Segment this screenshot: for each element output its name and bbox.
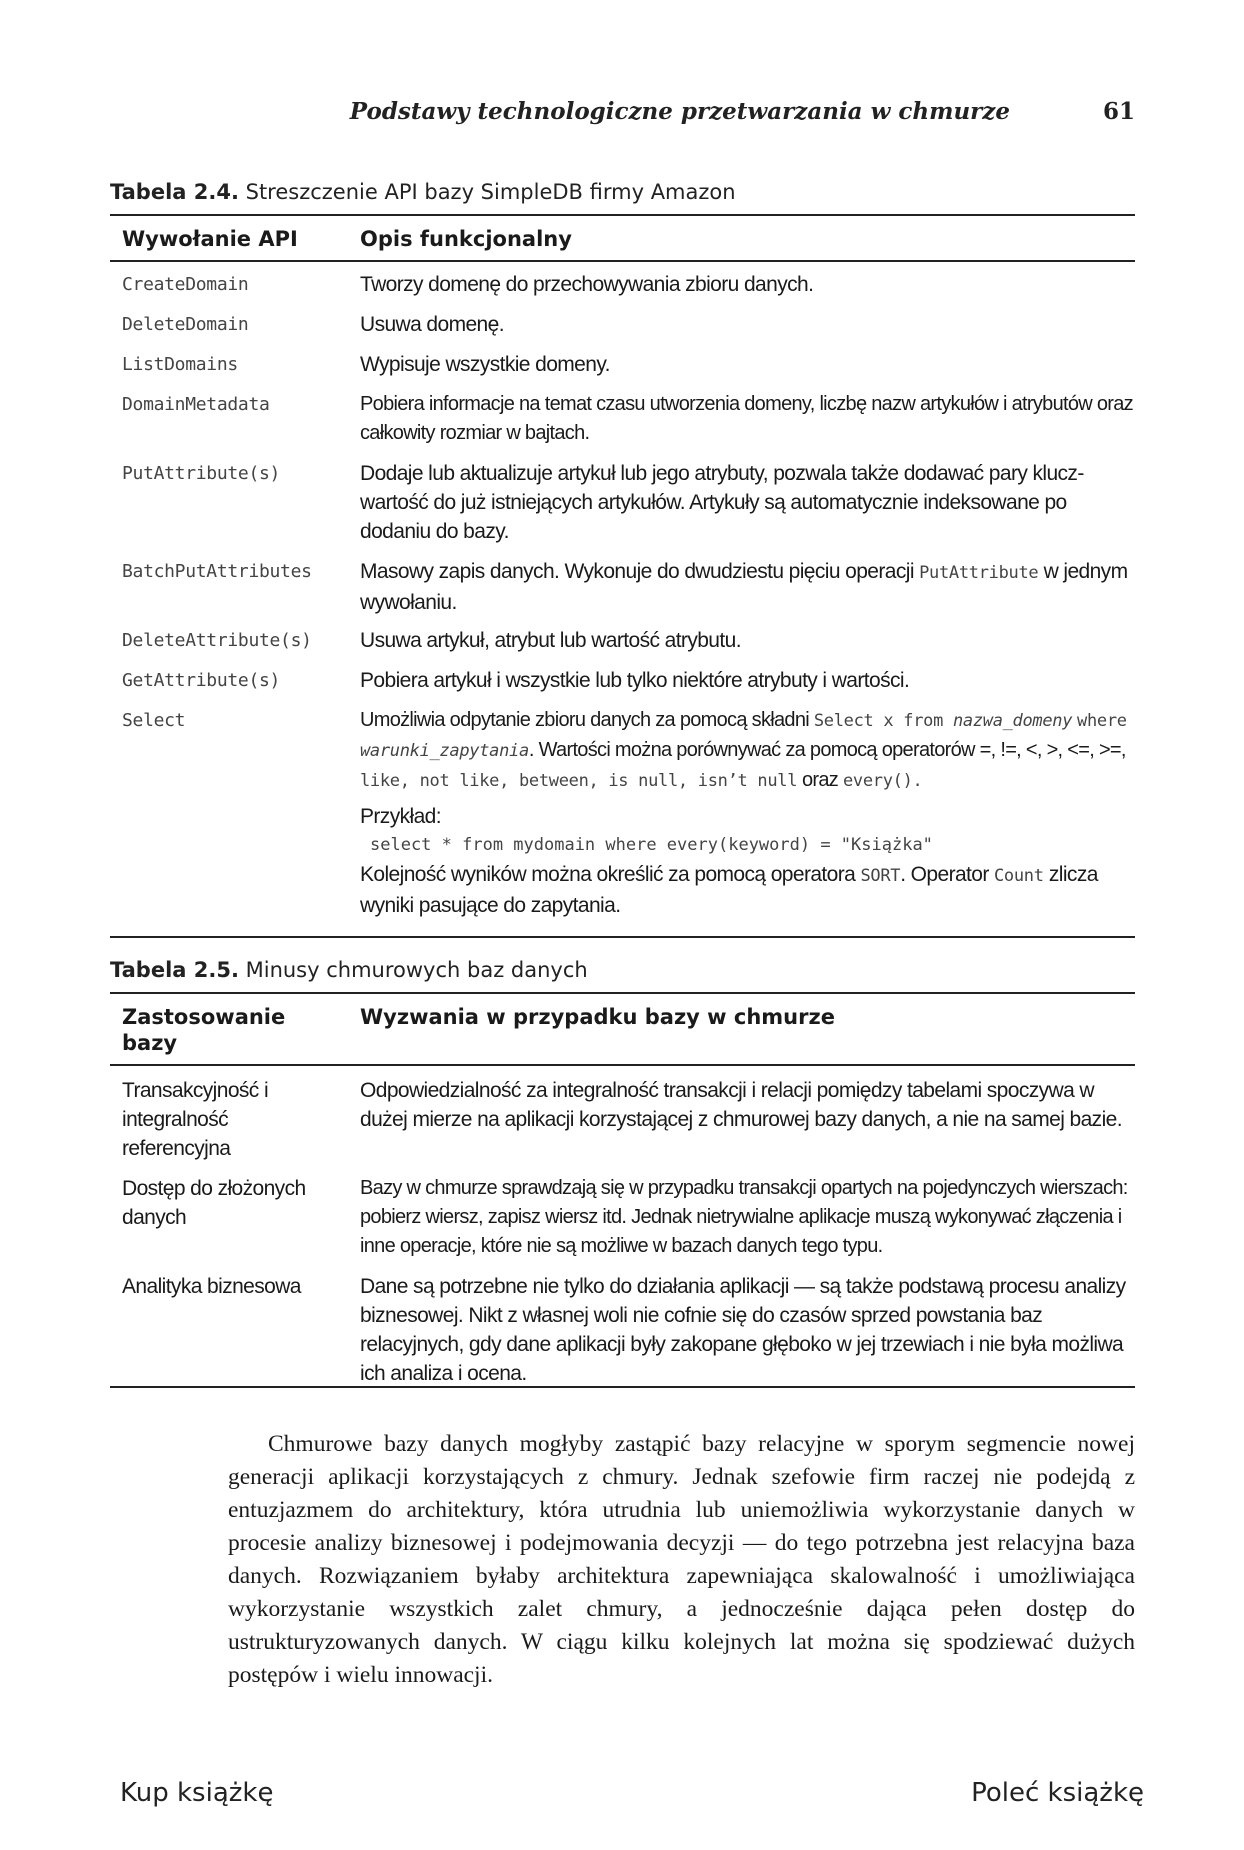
api-description: Usuwa artykuł, atrybut lub wartość atrybutu. — [360, 629, 741, 652]
api-description: Usuwa domenę. — [360, 313, 504, 336]
table-header — [110, 216, 1135, 262]
table-row — [110, 557, 1135, 626]
usage-name: Dostęp do złożonych danych — [122, 1177, 306, 1229]
api-name: ListDomains — [122, 354, 238, 375]
inline-code: where — [1077, 711, 1127, 731]
api-name: Select — [122, 710, 186, 731]
inline-code-italic: nazwa_domeny — [952, 711, 1073, 731]
table-row — [110, 706, 1135, 932]
api-description: Tworzy domenę do przechowywania zbioru danych. — [360, 273, 814, 296]
example-label: Przykład: — [360, 805, 441, 828]
sort-count-paragraph — [360, 860, 1135, 920]
table-2-4-caption — [110, 180, 736, 204]
operators-text: =, !=, <, >, <=, >=, — [979, 739, 1126, 761]
column-header-api: Wywołanie API — [122, 227, 298, 251]
api-description — [360, 557, 1135, 617]
desc-text: . Wartości można porównywać za pomocą operatorów — [528, 739, 980, 761]
recommend-book-link[interactable]: Poleć książkę — [971, 1778, 1144, 1808]
table-row — [110, 1174, 1135, 1272]
api-description: Pobiera informacje na temat czasu utworzenia domeny, liczbę nazw artykułów i atrybutów oraz całkowity rozmiar w bajtach. — [360, 393, 1133, 444]
desc-text: . Operator — [900, 863, 994, 886]
select-syntax-paragraph — [360, 706, 1135, 796]
challenge-description: Dane są potrzebne nie tylko do działania aplikacji — są także podstawą procesu analizy biznesowej. Nikt z własnej woli nie cofnie się do czasów sprzed powstania baz relacyjnych, gdy dane aplikacji były zakopane głęboko w jej trzewiach i nie była możliwa ich analiza i ocena. — [360, 1275, 1126, 1385]
usage-name: Transakcyjność i integralność referencyjna — [122, 1079, 269, 1160]
table-row — [110, 310, 1135, 350]
challenge-description: Odpowiedzialność za integralność transakcji i relacji pomiędzy tabelami spoczywa w dużej mierze na aplikacji korzystającej z chmurowej bazy danych, a nie na samej bazie. — [360, 1079, 1122, 1131]
table-row — [110, 1272, 1135, 1388]
api-name: GetAttribute(s) — [122, 670, 281, 691]
column-header-challenges: Wyzwania w przypadku bazy w chmurze — [360, 1005, 835, 1029]
desc-text: zlicza wyniki pasujące do zapytania. — [360, 863, 1098, 917]
inline-code: Count — [993, 866, 1044, 886]
api-name: DeleteDomain — [122, 314, 249, 335]
api-name: DomainMetadata — [122, 394, 270, 415]
caption-text: Streszczenie API bazy SimpleDB firmy Amazon — [238, 180, 736, 204]
caption-label: Tabela 2.5. — [110, 958, 239, 982]
example-code: select * from mydomain where every(keyword) = "Książka" — [370, 835, 933, 855]
running-head — [0, 98, 1135, 132]
buy-book-link[interactable]: Kup książkę — [120, 1778, 274, 1808]
caption-label: Tabela 2.4. — [110, 180, 239, 204]
column-header-usage: Zastosowanie bazy — [122, 1005, 286, 1055]
api-name: DeleteAttribute(s) — [122, 630, 312, 651]
page-number: 61 — [1102, 98, 1135, 125]
desc-text: Masowy zapis danych. Wykonuje do dwudziestu pięciu operacji — [360, 560, 920, 583]
usage-name: Analityka biznesowa — [122, 1275, 301, 1298]
api-description: Dodaje lub aktualizuje artykuł lub jego atrybuty, pozwala także dodawać pary klucz-wartość do już istniejących artykułów. Artykuły są automatycznie indeksowane po dodaniu do bazy. — [360, 462, 1084, 543]
challenge-description: Bazy w chmurze sprawdzają się w przypadku transakcji opartych na pojedynczych wierszach: pobierz wiersz, zapisz wiersz itd. Jednak nietrywialne aplikacje muszą wykonywać złączenia i inne operacje, które nie są możliwe w bazach danych tego typu. — [360, 1177, 1128, 1257]
table-row — [110, 626, 1135, 666]
inline-code: SORT — [860, 866, 901, 886]
inline-code: like, not like, between, is null, isn’t null — [360, 771, 798, 791]
caption-text: Minusy chmurowych baz danych — [238, 958, 588, 982]
table-2-4 — [110, 214, 1135, 938]
table-row — [110, 666, 1135, 706]
table-2-5-caption — [110, 958, 588, 982]
desc-text: oraz — [797, 769, 843, 791]
paragraph: Chmurowe bazy danych mogłyby zastąpić bazy relacyjne w sporym segmencie nowej generacji aplikacji korzystających z chmury. Jednak szefowie firm raczej nie podejdą z entuzjazmem do architektury, która utrudnia lub uniemożliwia wykorzystanie danych w procesie analizy biznesowej i podejmowania decyzji — do tego potrzebna jest relacyjna baza danych. Rozwiązaniem byłaby architektura zapewniająca skalowalność i umożliwiająca wykorzystanie wszystkich zalet chmury, a jednocześnie dająca pełen dostęp do ustrukturyzowanych danych. W ciągu kilku kolejnych lat można się spodziewać dużych postępów i wielu innowacji. — [228, 1431, 1135, 1688]
desc-text: w jednym wywołaniu. — [360, 560, 1128, 614]
inline-code-italic: warunki_zapytania — [360, 741, 529, 761]
running-title: Podstawy technologiczne przetwarzania w chmurze — [349, 98, 1010, 125]
desc-text: Umożliwia odpytanie zbioru danych za pomocą składni — [360, 709, 814, 731]
table-2-5 — [110, 992, 1135, 1388]
inline-code: PutAttribute — [919, 563, 1039, 583]
api-name: BatchPutAttributes — [122, 561, 312, 582]
column-header-description: Opis funkcjonalny — [360, 227, 572, 251]
table-row — [110, 459, 1135, 557]
api-description — [360, 706, 1135, 920]
inline-code: Select x from — [813, 711, 953, 731]
api-description: Wypisuje wszystkie domeny. — [360, 353, 610, 376]
table-header — [110, 994, 1135, 1066]
table-row — [110, 1076, 1135, 1174]
table-row — [110, 270, 1135, 310]
inline-code: every(). — [842, 771, 923, 791]
table-row — [110, 390, 1135, 459]
api-description: Pobiera artykuł i wszystkie lub tylko niektóre atrybuty i wartości. — [360, 669, 910, 692]
api-name: PutAttribute(s) — [122, 463, 281, 484]
body-text — [228, 1428, 1135, 1692]
table-row — [110, 350, 1135, 390]
api-name: CreateDomain — [122, 274, 249, 295]
desc-text: Kolejność wyników można określić za pomocą operatora — [360, 863, 861, 886]
